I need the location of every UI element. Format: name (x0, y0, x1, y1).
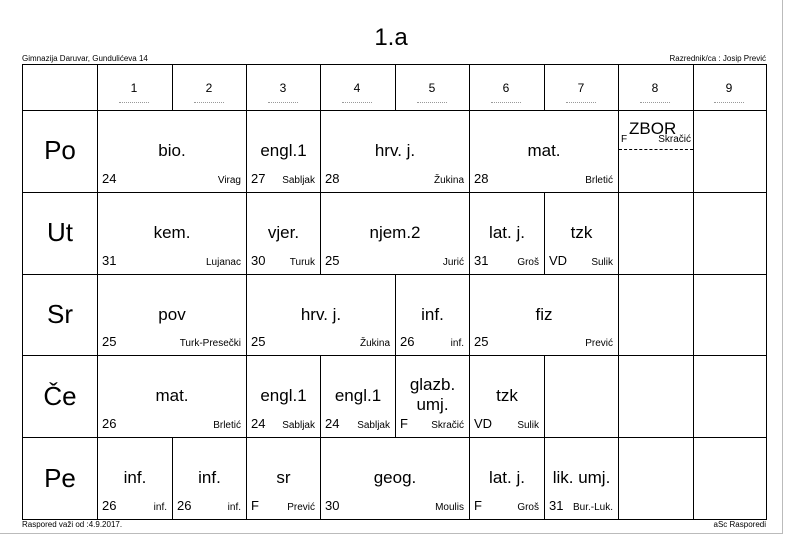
col-line (320, 65, 321, 110)
room: F (251, 498, 259, 513)
subject: njem.2 (369, 223, 421, 242)
room: 28 (325, 171, 340, 186)
period-time-mark (417, 102, 447, 104)
teacher: Skračić (431, 420, 464, 431)
subject: mat. (527, 141, 561, 160)
period-header-3: 3 (279, 81, 287, 95)
subject: inf. (198, 468, 221, 487)
teacher: Bur.-Luk. (572, 502, 613, 513)
teacher: Jurić (442, 257, 464, 268)
subject: fiz (535, 305, 553, 324)
room: 31 (549, 498, 564, 513)
lesson-cell[interactable] (247, 356, 320, 437)
subject: ZBOR (629, 119, 677, 138)
room: 31 (474, 253, 489, 268)
day-label-sr: Sr (47, 299, 73, 329)
lesson-cell[interactable] (396, 275, 469, 355)
teacher: Brletić (213, 420, 241, 431)
room: 31 (102, 253, 117, 268)
period-header-5: 5 (428, 81, 436, 95)
room: F (621, 134, 628, 145)
col-line (693, 65, 694, 519)
page-edge-right (782, 0, 783, 533)
lesson-cell[interactable] (173, 438, 246, 519)
period-header-2: 2 (205, 81, 213, 95)
teacher: Sulik (591, 257, 613, 268)
page-edge-bottom (0, 533, 783, 534)
subject: inf. (123, 468, 147, 487)
day-label-ut: Ut (47, 217, 73, 247)
room: 28 (474, 171, 489, 186)
lesson-cell[interactable] (98, 356, 246, 437)
lesson-cell[interactable] (321, 193, 469, 274)
lesson-cell[interactable] (470, 275, 618, 355)
teacher: Moulis (435, 502, 464, 513)
subject: inf. (421, 305, 444, 324)
day-label-pe: Pe (44, 463, 76, 493)
lesson-cell[interactable] (247, 111, 320, 192)
subject: bio. (158, 141, 186, 160)
half-period-divider (619, 149, 693, 150)
period-time-mark (714, 102, 744, 104)
subject: vjer. (267, 223, 300, 242)
day-label-po: Po (44, 135, 76, 165)
teacher: inf. (153, 502, 167, 513)
room: 27 (251, 171, 266, 186)
col-line (544, 65, 545, 110)
lesson-cell[interactable] (98, 438, 172, 519)
teacher: Sulik (517, 420, 539, 431)
period-time-mark (342, 102, 372, 104)
teacher: Prević (287, 502, 315, 513)
teacher: Turuk (289, 257, 315, 268)
lesson-cell[interactable] (247, 275, 395, 355)
teacher: inf. (450, 338, 464, 349)
lesson-cell[interactable] (98, 275, 246, 355)
subject: hrv. j. (300, 305, 342, 324)
period-header-7: 7 (577, 81, 585, 95)
lesson-cell[interactable] (321, 111, 469, 192)
room: F (474, 498, 482, 513)
subject: lat. j. (489, 468, 525, 487)
period-time-mark (640, 102, 670, 104)
teacher: Virag (217, 175, 241, 186)
lesson-cell[interactable] (396, 356, 469, 437)
room: 25 (325, 253, 340, 268)
lesson-cell[interactable] (545, 193, 618, 274)
col-line (172, 65, 173, 110)
room: 24 (251, 416, 266, 431)
teacher: Skračić (658, 134, 691, 145)
school-name: Gimnazija Daruvar, Gundulićeva 14 (22, 54, 148, 63)
room: 24 (325, 416, 340, 431)
period-time-mark (119, 102, 149, 104)
subject: geog. (373, 468, 417, 487)
subject: pov (158, 305, 186, 324)
teacher: inf. (227, 502, 241, 513)
period-header-4: 4 (353, 81, 361, 95)
cell-line (544, 355, 545, 437)
period-header-9: 9 (725, 81, 733, 95)
teacher: Sabljak (282, 420, 315, 431)
period-time-mark (491, 102, 521, 104)
col-line (395, 65, 396, 110)
generator-credit: aSc Rasporedi (713, 520, 766, 529)
subject: sr (276, 468, 291, 487)
timetable-grid (22, 64, 767, 520)
teacher: Prević (585, 338, 613, 349)
lesson-cell[interactable] (470, 193, 544, 274)
lesson-cell[interactable] (470, 111, 618, 192)
room: 30 (325, 498, 340, 513)
room: 26 (177, 498, 192, 513)
lesson-cell[interactable] (247, 438, 320, 519)
subject: engl.1 (260, 386, 307, 405)
room: 25 (251, 334, 266, 349)
teacher: Groš (517, 502, 539, 513)
subject: tzk (570, 223, 593, 242)
subject: kem. (153, 223, 191, 242)
room: 26 (400, 334, 415, 349)
lesson-cell[interactable] (470, 356, 544, 437)
teacher: Turk-Presečki (179, 338, 241, 349)
period-time-mark (566, 102, 596, 104)
room: VD (474, 416, 493, 431)
period-time-mark (268, 102, 298, 104)
room: 30 (251, 253, 266, 268)
subject: tzk (496, 386, 518, 405)
lesson-cell-choir[interactable] (619, 111, 693, 192)
teacher: Žukina (359, 338, 390, 349)
room: 24 (102, 171, 117, 186)
homeroom-teacher: Razrednik/ca : Josip Prević (669, 54, 766, 63)
teacher: Brletić (585, 175, 613, 186)
class-title: 1.a (374, 24, 408, 51)
teacher: Sabljak (282, 175, 315, 186)
lesson-cell[interactable] (321, 356, 395, 437)
room: F (400, 416, 408, 431)
room: VD (549, 253, 568, 268)
teacher: Žukina (433, 175, 464, 186)
lesson-cell[interactable] (321, 438, 469, 519)
lesson-cell[interactable] (98, 193, 246, 274)
subject: engl.1 (334, 386, 382, 405)
col-line (469, 65, 470, 110)
subject: glazb. umj. (409, 375, 456, 414)
room: 26 (102, 416, 117, 431)
room: 25 (102, 334, 117, 349)
teacher: Sabljak (357, 420, 390, 431)
lesson-cell[interactable] (545, 438, 618, 519)
lesson-cell[interactable] (247, 193, 320, 274)
room: 26 (102, 498, 117, 513)
subject: hrv. j. (374, 141, 416, 160)
period-header-8: 8 (651, 81, 659, 95)
room: 25 (474, 334, 489, 349)
col-line (246, 65, 247, 110)
day-label-ce: Če (43, 381, 77, 411)
period-header-1: 1 (130, 81, 138, 95)
lesson-cell[interactable] (470, 438, 544, 519)
valid-from: Raspored važi od :4.9.2017. (22, 520, 123, 529)
lesson-cell[interactable] (98, 111, 246, 192)
subject: engl.1 (260, 141, 307, 160)
period-header-6: 6 (502, 81, 510, 95)
teacher: Lujanac (205, 257, 241, 268)
subject: lik. umj. (552, 468, 611, 487)
subject: lat. j. (489, 223, 525, 242)
period-time-mark (194, 102, 224, 104)
teacher: Groš (517, 257, 539, 268)
subject: mat. (155, 386, 189, 405)
